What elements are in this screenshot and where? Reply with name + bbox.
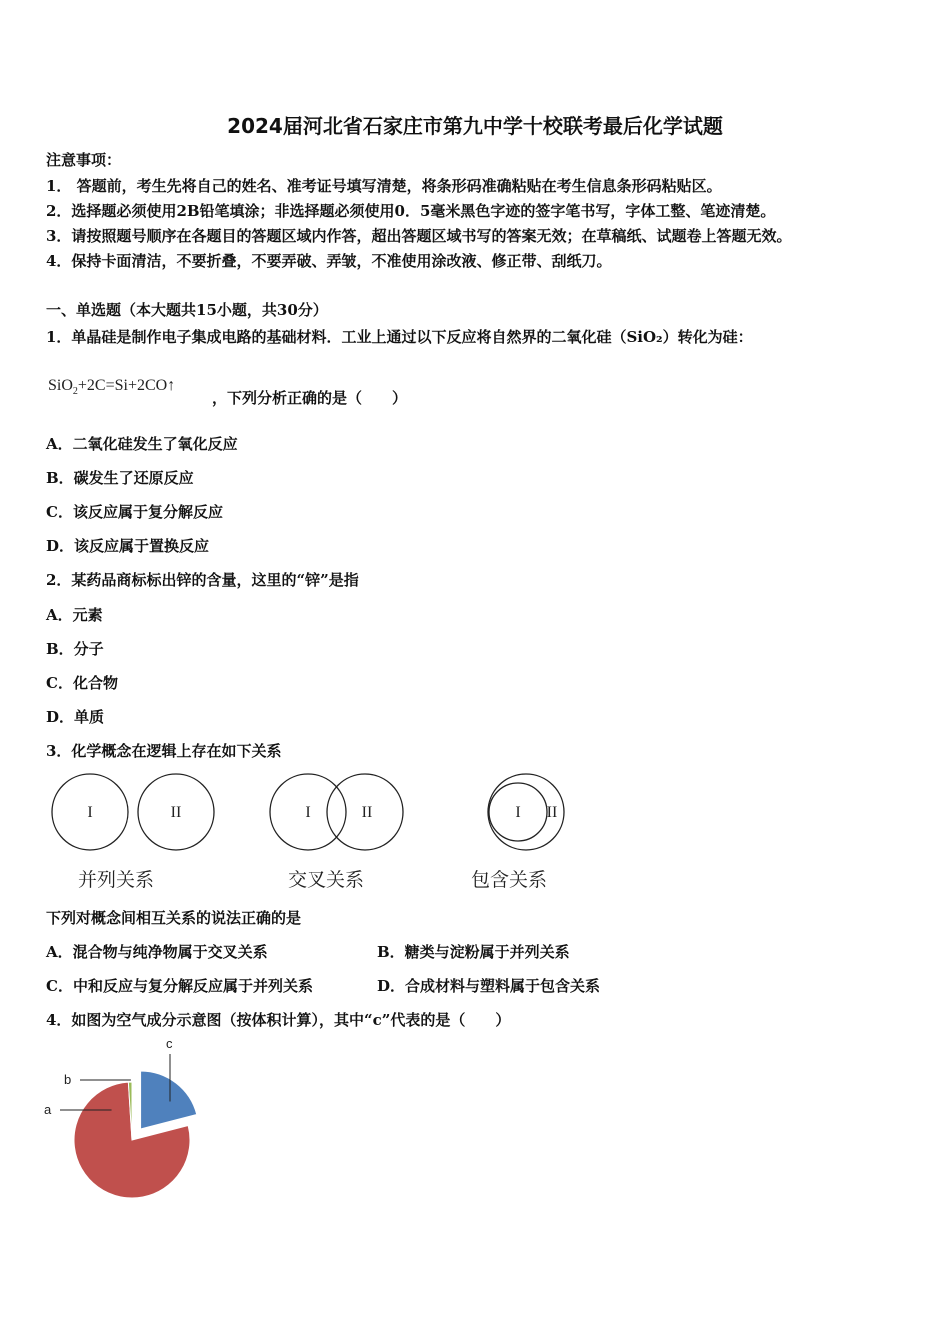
venn-caption-contain: 包含关系 [471,869,548,891]
page-title: 2024届河北省石家庄市第九中学十校联考最后化学试题 [227,114,723,138]
venn-label-1: I [305,804,311,821]
option-c: C．化合物 [46,674,118,692]
section-title: 一、单选题（本大题共15小题，共30分） [46,301,328,319]
q3-question: 下列对概念间相互关系的说法正确的是 [46,909,302,927]
option-d: D．合成材料与塑料属于包含关系 [377,977,601,995]
option-b: B．分子 [46,640,104,658]
formula-part: +2C=Si+2CO↑ [77,377,176,394]
venn-caption-cross: 交叉关系 [288,869,365,891]
pie-label-a: a [44,1102,52,1117]
option-a: A．元素 [46,606,103,624]
venn-label-1: I [515,804,521,821]
option-a: A．混合物与纯净物属于交叉关系 [46,943,268,961]
option-b: B．碳发生了还原反应 [46,469,194,487]
option-c: C．该反应属于复分解反应 [46,503,223,521]
option-b: B．糖类与淀粉属于并列关系 [377,943,570,961]
q1-stem: 1．单晶硅是制作电子集成电路的基础材料．工业上通过以下反应将自然界的二氧化硅（SiO₂）转化为硅： [46,328,753,346]
notice-item: 3．请按照题号顺序在各题目的答题区域内作答，超出答题区域书写的答案无效；在草稿纸、试题卷上答题无效。 [46,227,792,245]
venn-label-1: I [87,804,93,821]
pie-label-b: b [64,1072,72,1087]
air-composition-pie-chart [36,1036,256,1206]
option-d: D．单质 [46,708,105,726]
venn-diagrams [40,768,660,858]
option-d: D．该反应属于置换反应 [46,537,210,555]
notice-item: 4．保持卡面清洁，不要折叠，不要弄破、弄皱，不准使用涂改液、修正带、刮纸刀。 [46,252,612,270]
formula-part: SiO [48,377,73,394]
venn-label-2: II [170,804,182,821]
notice-item: 2．选择题必须使用2B铅笔填涂；非选择题必须使用0．5毫米黑色字迹的签字笔书写，字体工整、笔迹清楚。 [46,202,776,220]
formula-subscript: 2 [72,386,78,398]
option-a: A．二氧化硅发生了氧化反应 [46,435,238,453]
venn-label-2: II [361,804,373,821]
notice-heading: 注意事项： [46,151,122,169]
notice-item: 1． 答题前，考生先将自己的姓名、准考证号填写清楚，将条形码准确粘贴在考生信息条形码粘贴区。 [46,177,722,195]
q4-stem: 4．如图为空气成分示意图（按体积计算），其中“c”代表的是（ ） [46,1011,511,1029]
pie-label-c: c [166,1036,173,1051]
pie-slice-c [141,1071,197,1129]
q3-stem: 3．化学概念在逻辑上存在如下关系 [46,742,282,760]
venn-label-2: II [546,804,558,821]
venn-caption-parallel: 并列关系 [78,869,155,891]
q1-equation [48,377,175,397]
q2-stem: 2．某药品商标标出锌的含量，这里的“锌”是指 [46,571,359,589]
option-c: C．中和反应与复分解反应属于并列关系 [46,977,313,995]
q1-prompt: ，下列分析正确的是（ ） [212,389,408,407]
